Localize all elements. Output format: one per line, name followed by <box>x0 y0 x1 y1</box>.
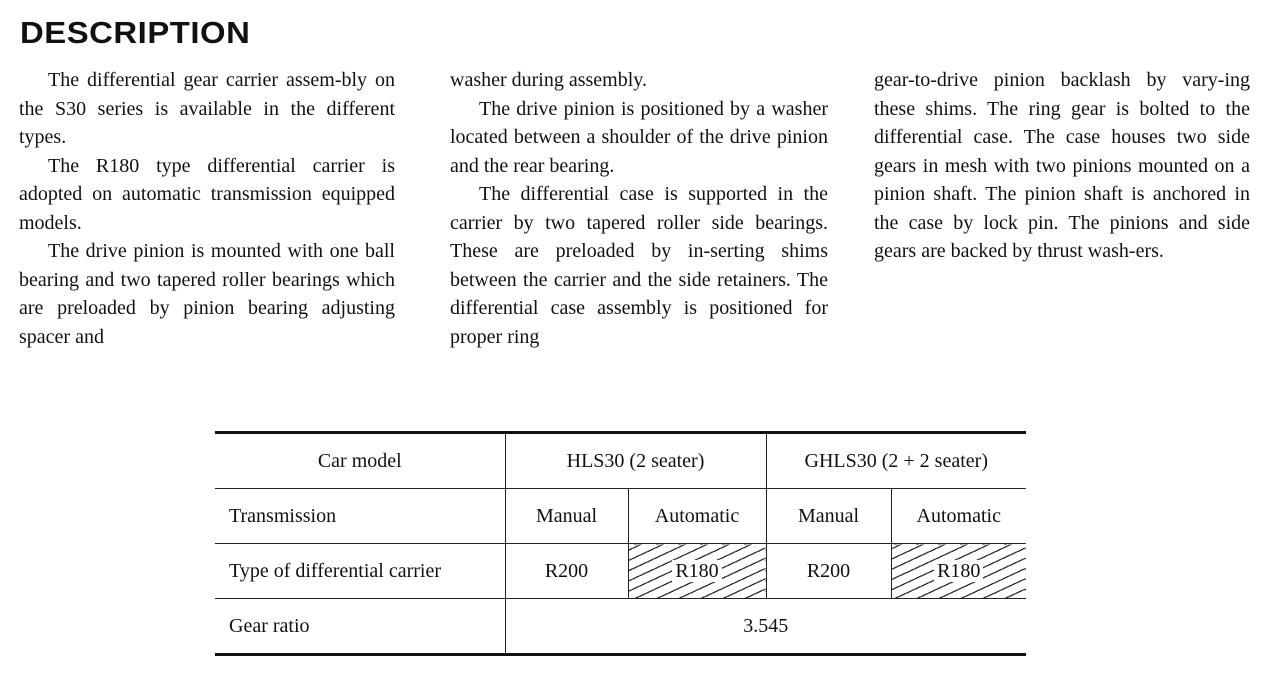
paragraph: The drive pinion is positioned by a washer located between a shoulder of the drive pinion and the rear bearing. <box>450 97 828 177</box>
cell-hls30-manual-carrier: R200 <box>505 544 628 599</box>
cell-ghls30-automatic: Automatic <box>891 489 1026 544</box>
table-row <box>215 544 1026 599</box>
paragraph: gear-to-drive pinion backlash by vary-ing these shims. The ring gear is bolted to the differential case. The case houses two side gears in mesh with two pinions mounted on a pinion shaft. The pinion shaft is anchored in the case by lock pin. The pinions and side gears are backed by thrust wash-ers. <box>874 69 1250 262</box>
text-column-1 <box>19 66 395 351</box>
cell-ghls30-automatic-carrier <box>891 544 1026 599</box>
row-header-gear-ratio: Gear ratio <box>215 599 505 655</box>
cell-hls30-manual: Manual <box>505 489 628 544</box>
paragraph: The R180 type differential carrier is adopted on automatic transmission equipped models. <box>19 154 395 234</box>
row-header-differential-carrier: Type of differential carrier <box>215 544 505 599</box>
hatched-cell-label: R180 <box>672 560 721 582</box>
table-row <box>215 489 1026 544</box>
text-column-3 <box>874 66 1250 266</box>
row-header-car-model: Car model <box>215 433 505 489</box>
cell-ghls30-manual-carrier: R200 <box>766 544 891 599</box>
paragraph: The drive pinion is mounted with one ball bearing and two tapered roller bearings which are preloaded by pinion bearing adjusting spacer and <box>19 240 395 348</box>
hatched-cell-label: R180 <box>934 560 983 582</box>
paragraph: The differential case is supported in the carrier by two tapered roller side bearings. These are preloaded by in-serting shims between the carrier and the side retainers. The differential case assembly is positioned for proper ring <box>450 183 828 348</box>
cell-hls30: HLS30 (2 seater) <box>505 433 766 489</box>
paragraph: The differential gear carrier assem-bly on the S30 series is available in the different types. <box>19 69 395 148</box>
row-header-transmission: Transmission <box>215 489 505 544</box>
text-column-2 <box>450 66 828 351</box>
paragraph: washer during assembly. <box>450 69 647 91</box>
spec-table <box>215 431 1026 656</box>
table-row <box>215 599 1026 655</box>
cell-hls30-automatic-carrier <box>628 544 766 599</box>
cell-hls30-automatic: Automatic <box>628 489 766 544</box>
table-row <box>215 433 1026 489</box>
cell-ghls30-manual: Manual <box>766 489 891 544</box>
section-heading: DESCRIPTION <box>20 15 251 50</box>
cell-ghls30: GHLS30 (2 + 2 seater) <box>766 433 1026 489</box>
cell-gear-ratio: 3.545 <box>505 599 1026 655</box>
